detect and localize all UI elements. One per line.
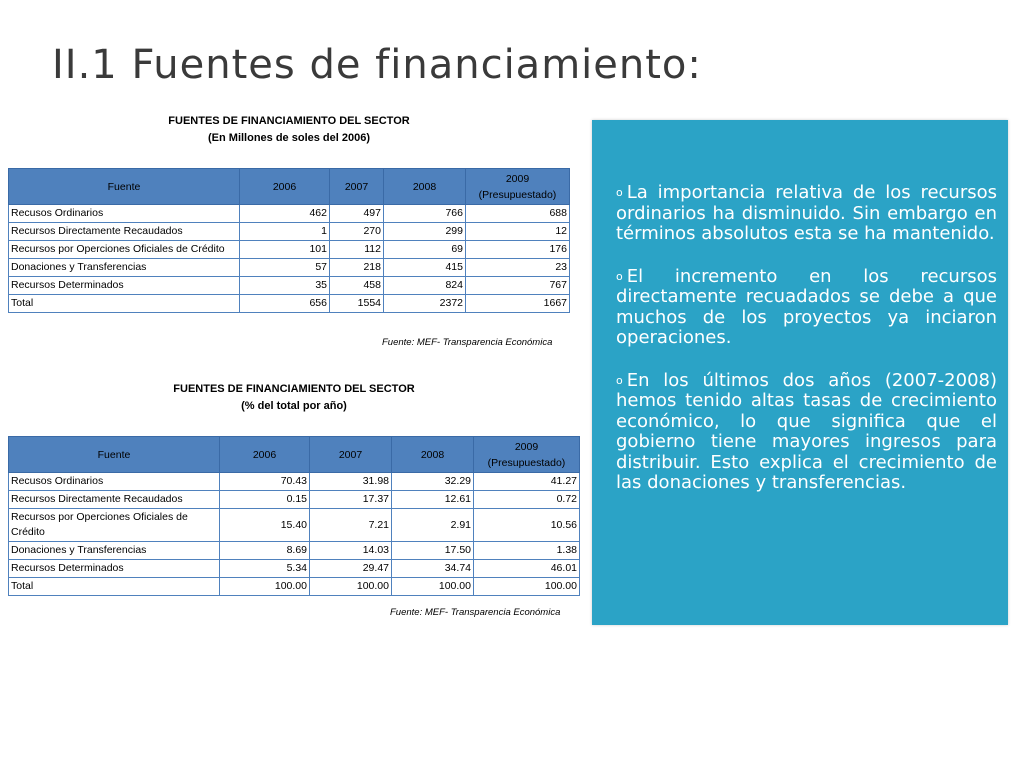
table2-header-2008: 2008 — [392, 437, 474, 473]
bullet-2 — [616, 267, 997, 349]
table2-caption — [125, 381, 463, 415]
hollow-circle-bullet-icon: o — [616, 269, 623, 283]
cell-2008: 299 — [384, 223, 466, 241]
cell-2009: 1.38 — [474, 542, 580, 560]
cell-2009: 100.00 — [474, 578, 580, 596]
table1-header-fuente: Fuente — [9, 169, 240, 205]
table2-header-2006: 2006 — [220, 437, 310, 473]
table2-source: Fuente: MEF- Transparencia Económica — [390, 607, 561, 618]
cell-2008: 2372 — [384, 295, 466, 313]
hollow-circle-bullet-icon: o — [616, 186, 623, 199]
row-label: Recursos por Operciones Oficiales de Crédito — [9, 241, 240, 259]
table1-header-2006: 2006 — [240, 169, 330, 205]
cell-2008: 12.61 — [392, 491, 474, 509]
table1-header-2009-year: 2009 — [505, 172, 530, 185]
table2-header-2009-note: (Presupuestado) — [487, 456, 566, 469]
cell-2007: 7.21 — [310, 509, 392, 542]
cell-2009: 176 — [466, 241, 570, 259]
cell-2009: 1667 — [466, 295, 570, 313]
cell-2008: 32.29 — [392, 473, 474, 491]
table2-subtitle: (% del total por año) — [241, 400, 347, 412]
cell-2009: 688 — [466, 205, 570, 223]
bullet-1-text: La importancia relativa de los recursos ordinarios ha disminuido. Sin embargo en términos absolutos esta se ha mantenido. — [616, 182, 997, 244]
cell-2006: 101 — [240, 241, 330, 259]
cell-2007: 112 — [330, 241, 384, 259]
cell-2006: 462 — [240, 205, 330, 223]
row-label: Donaciones y Transferencias — [9, 259, 240, 277]
cell-2009: 767 — [466, 277, 570, 295]
table1-header-2007: 2007 — [330, 169, 384, 205]
bullet-1 — [616, 183, 997, 245]
table1-caption — [120, 113, 458, 147]
table-row — [9, 491, 580, 509]
cell-2008: 100.00 — [392, 578, 474, 596]
cell-2007: 14.03 — [310, 542, 392, 560]
row-label: Recursos Directamente Recaudados — [9, 491, 220, 509]
table2-header-2009-year: 2009 — [514, 440, 539, 453]
table-row-total — [9, 578, 580, 596]
cell-2008: 415 — [384, 259, 466, 277]
hollow-circle-bullet-icon: o — [616, 373, 623, 387]
table-row — [9, 241, 570, 259]
cell-2006: 0.15 — [220, 491, 310, 509]
cell-2006: 15.40 — [220, 509, 310, 542]
cell-2009: 0.72 — [474, 491, 580, 509]
cell-2006: 100.00 — [220, 578, 310, 596]
cell-2007: 218 — [330, 259, 384, 277]
table1-header-2009 — [466, 169, 570, 205]
table2-header-2009 — [474, 437, 580, 473]
cell-2008: 824 — [384, 277, 466, 295]
table-row — [9, 509, 580, 542]
table2-header-fuente: Fuente — [9, 437, 220, 473]
slide-title: II.1 Fuentes de financiamiento: — [52, 42, 702, 88]
table-row — [9, 259, 570, 277]
commentary-panel — [592, 120, 1008, 625]
cell-2008: 34.74 — [392, 560, 474, 578]
bullet-3 — [616, 371, 997, 494]
cell-2006: 1 — [240, 223, 330, 241]
table2-title: FUENTES DE FINANCIAMIENTO DEL SECTOR — [173, 383, 415, 395]
cell-2007: 1554 — [330, 295, 384, 313]
table1-subtitle: (En Millones de soles del 2006) — [208, 132, 370, 144]
table-row-total — [9, 295, 570, 313]
table-row — [9, 473, 580, 491]
row-label: Recursos Determinados — [9, 277, 240, 295]
row-label: Donaciones y Transferencias — [9, 542, 220, 560]
row-label: Total — [9, 295, 240, 313]
table-row — [9, 205, 570, 223]
cell-2008: 69 — [384, 241, 466, 259]
cell-2006: 35 — [240, 277, 330, 295]
table1 — [8, 168, 570, 313]
cell-2007: 270 — [330, 223, 384, 241]
row-label: Total — [9, 578, 220, 596]
cell-2006: 57 — [240, 259, 330, 277]
table-row — [9, 223, 570, 241]
table-row — [9, 277, 570, 295]
table1-header-2009-note: (Presupuestado) — [478, 188, 557, 201]
row-label: Recusos Ordinarios — [9, 473, 220, 491]
table1-title: FUENTES DE FINANCIAMIENTO DEL SECTOR — [168, 115, 410, 127]
cell-2008: 17.50 — [392, 542, 474, 560]
row-label: Recursos Determinados — [9, 560, 220, 578]
cell-2008: 2.91 — [392, 509, 474, 542]
row-label: Recursos Directamente Recaudados — [9, 223, 240, 241]
table1-header-row — [9, 169, 570, 205]
cell-2006: 656 — [240, 295, 330, 313]
cell-2007: 17.37 — [310, 491, 392, 509]
table-row — [9, 542, 580, 560]
cell-2009: 12 — [466, 223, 570, 241]
bullet-3-text: En los últimos dos años (2007-2008) hemos tenido altas tasas de crecimiento económico, lo que significa que el gobierno tiene mayores ingresos para distribuir. Esto explica el crecimiento de las donaciones y transferencias. — [616, 369, 997, 493]
bullet-2-text: El incremento en los recursos directamente recuadados se debe a que muchos de los proyectos ya inciaron operaciones. — [616, 265, 997, 348]
table2-header-2007: 2007 — [310, 437, 392, 473]
table-row — [9, 560, 580, 578]
commentary-text — [616, 183, 997, 516]
cell-2007: 100.00 — [310, 578, 392, 596]
cell-2009: 46.01 — [474, 560, 580, 578]
table2-header-row — [9, 437, 580, 473]
cell-2007: 458 — [330, 277, 384, 295]
cell-2006: 5.34 — [220, 560, 310, 578]
cell-2006: 8.69 — [220, 542, 310, 560]
cell-2007: 29.47 — [310, 560, 392, 578]
table2 — [8, 436, 580, 596]
cell-2009: 23 — [466, 259, 570, 277]
cell-2006: 70.43 — [220, 473, 310, 491]
table1-source: Fuente: MEF- Transparencia Económica — [382, 337, 553, 348]
cell-2007: 497 — [330, 205, 384, 223]
cell-2007: 31.98 — [310, 473, 392, 491]
row-label: Recursos por Operciones Oficiales de Crédito — [9, 509, 220, 542]
row-label: Recusos Ordinarios — [9, 205, 240, 223]
cell-2009: 10.56 — [474, 509, 580, 542]
cell-2009: 41.27 — [474, 473, 580, 491]
cell-2008: 766 — [384, 205, 466, 223]
table1-header-2008: 2008 — [384, 169, 466, 205]
